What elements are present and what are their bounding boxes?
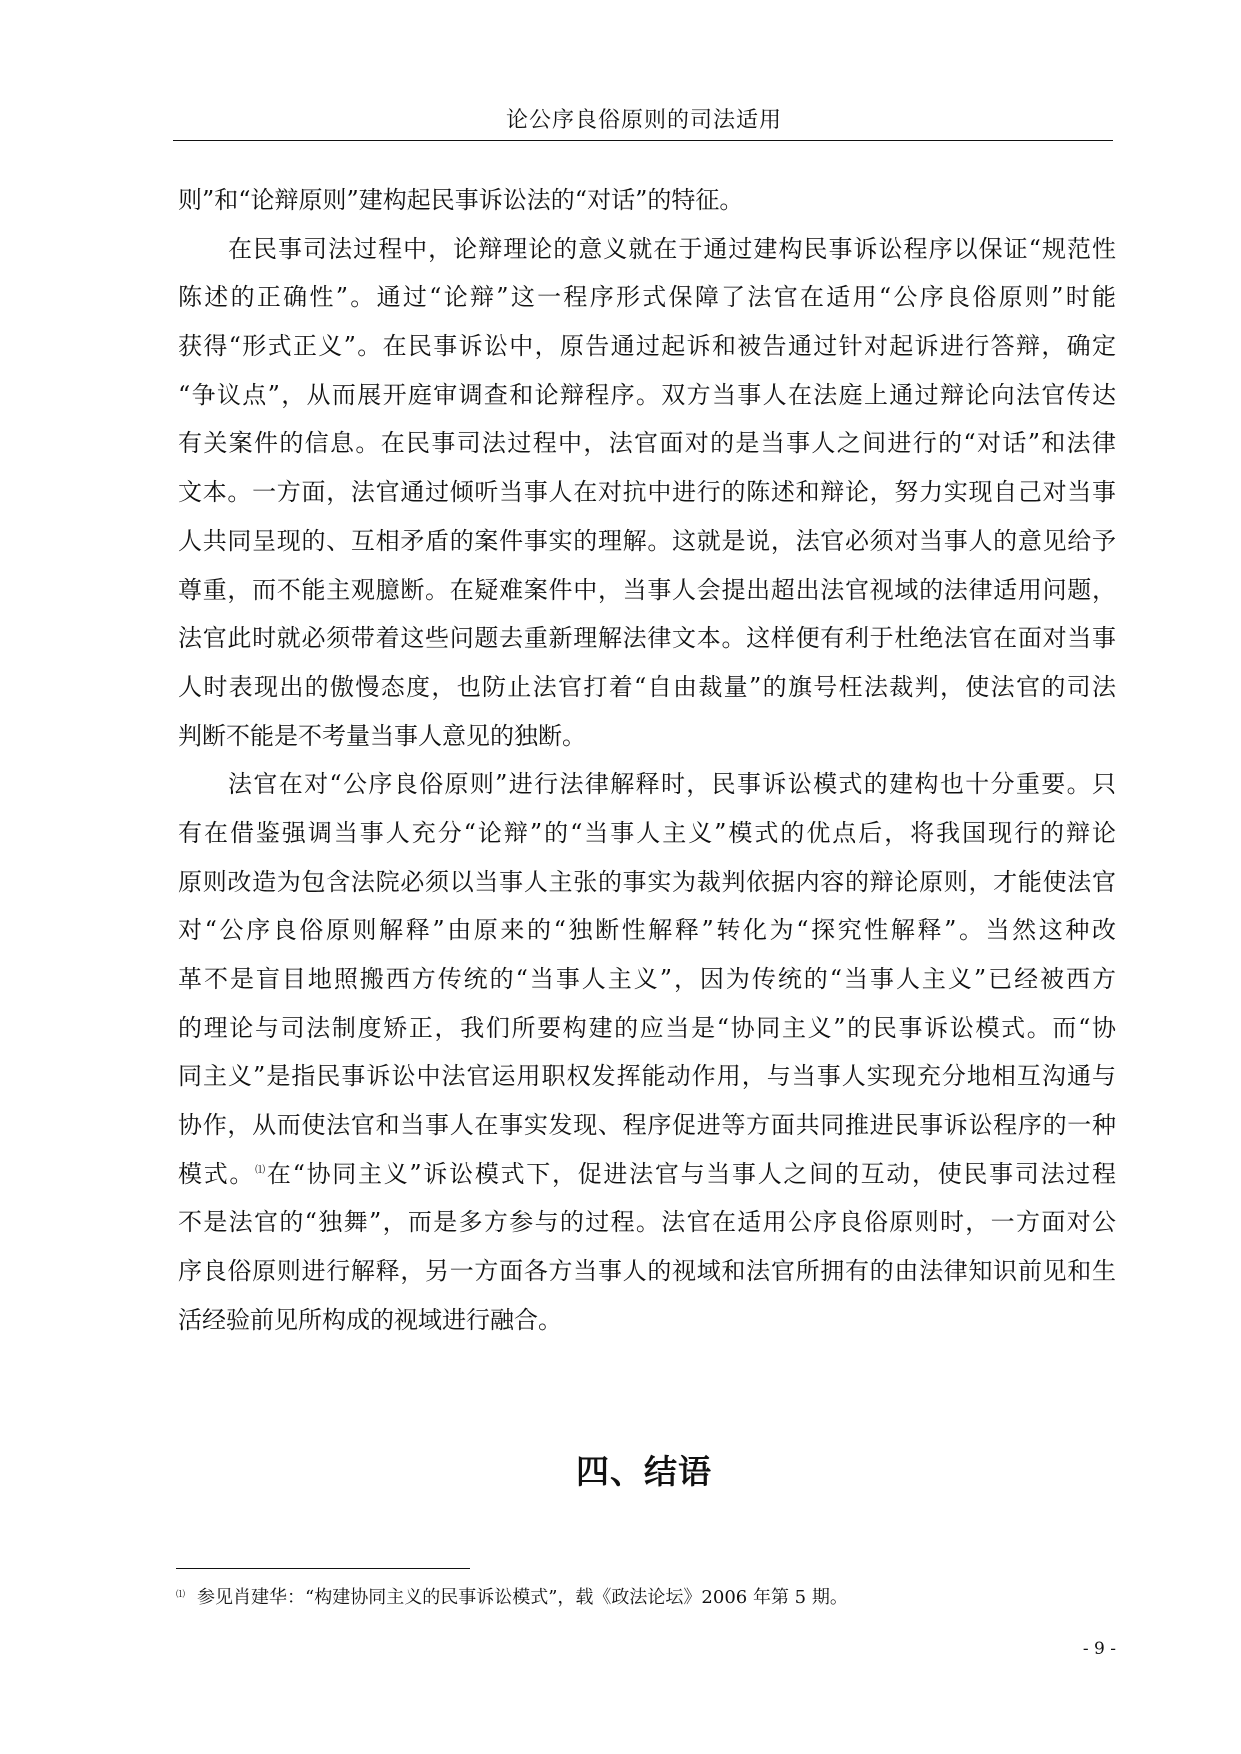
paragraph-line: 有在借鉴强调当事人充分“论辩”的“当事人主义”模式的优点后，将我国现行的辩论 <box>178 818 1116 847</box>
footnote-divider <box>176 1568 470 1569</box>
paragraph-line: 人时表现出的傲慢态度，也防止法官打着“自由裁量”的旗号枉法裁判，使法官的司法 <box>178 672 1116 701</box>
paragraph-line: 法官此时就必须带着这些问题去重新理解法律文本。这样便有利于杜绝法官在面对当事 <box>178 624 1116 653</box>
footnote-reference[interactable]: ⑴ <box>255 1164 267 1176</box>
paragraph-line: 对“公序良俗原则解释”由原来的“独断性解释”转化为“探究性解释”。当然这种改 <box>178 916 1116 945</box>
paragraph-line: 原则改造为包含法院必须以当事人主张的事实为裁判依据内容的辩论原则，才能使法官 <box>178 867 1116 896</box>
paragraph-line: 在民事司法过程中，论辩理论的意义就在于通过建构民事诉讼程序以保证“规范性 <box>228 234 1116 263</box>
section-heading: 四、结语 <box>576 1452 712 1491</box>
paragraph-line: “争议点”，从而展开庭审调查和论辩程序。双方当事人在法庭上通过辩论向法官传达 <box>178 380 1116 409</box>
page-number: - 9 - <box>1082 1639 1116 1659</box>
paragraph-line: 尊重，而不能主观臆断。在疑难案件中，当事人会提出超出法官视域的法律适用问题， <box>178 575 1116 604</box>
running-header-title: 论公序良俗原则的司法适用 <box>505 108 782 133</box>
paragraph-line: 有关案件的信息。在民事司法过程中，法官面对的是当事人之间进行的“对话”和法律 <box>178 429 1116 458</box>
paragraph-line: 法官在对“公序良俗原则”进行法律解释时，民事诉讼模式的建构也十分重要。只 <box>228 770 1116 799</box>
paragraph-line: 获得“形式正义”。在民事诉讼中，原告通过起诉和被告通过针对起诉进行答辩，确定 <box>178 332 1116 361</box>
paragraph-line: 协作，从而使法官和当事人在事实发现、程序促进等方面共同推进民事诉讼程序的一种 <box>178 1111 1116 1140</box>
paragraph-line: 则”和“论辩原则”建构起民事诉讼法的“对话”的特征。 <box>178 186 744 214</box>
footnote-marker: ⑴ <box>176 1590 186 1600</box>
paragraph-line: 陈述的正确性”。通过“论辩”这一程序形式保障了法官在适用“公序良俗原则”时能 <box>178 283 1116 312</box>
paragraph-line: 文本。一方面，法官通过倾听当事人在对抗中进行的陈述和辩论，努力实现自己对当事 <box>178 478 1116 507</box>
header-divider <box>173 140 1113 141</box>
paragraph-line: 革不是盲目地照搬西方传统的“当事人主义”，因为传统的“当事人主义”已经被西方 <box>178 965 1116 993</box>
footnote-text: 参见肖建华：“构建协同主义的民事诉讼模式”，载《政法论坛》2006 年第 5 期。 <box>197 1587 848 1608</box>
paragraph-line: 判断不能是不考量当事人意见的独断。 <box>178 721 586 750</box>
line-text-after-ref: 在“协同主义”诉讼模式下，促进法官与当事人之间的互动，使民事司法过程 <box>266 1159 1117 1188</box>
line-text-before-ref: 模式。 <box>178 1159 256 1188</box>
body-text <box>178 176 1116 1345</box>
paragraph-line: 序良俗原则进行解释，另一方面各方当事人的视域和法官所拥有的由法律知识前见和生 <box>178 1257 1116 1286</box>
paragraph-line: 人共同呈现的、互相矛盾的案件事实的理解。这就是说，法官必须对当事人的意见给予 <box>178 526 1116 555</box>
footnote <box>176 1586 1114 1610</box>
paragraph-line: 同主义”是指民事诉讼中法官运用职权发挥能动作用，与当事人实现充分地相互沟通与 <box>178 1062 1116 1091</box>
paragraph-line-with-footnote <box>178 1150 1116 1199</box>
paragraph-line: 活经验前见所构成的视域进行融合。 <box>178 1305 562 1334</box>
paragraph-line: 不是法官的“独舞”，而是多方参与的过程。法官在适用公序良俗原则时，一方面对公 <box>178 1208 1116 1237</box>
paragraph-line: 的理论与司法制度矫正，我们所要构建的应当是“协同主义”的民事诉讼模式。而“协 <box>178 1013 1116 1042</box>
